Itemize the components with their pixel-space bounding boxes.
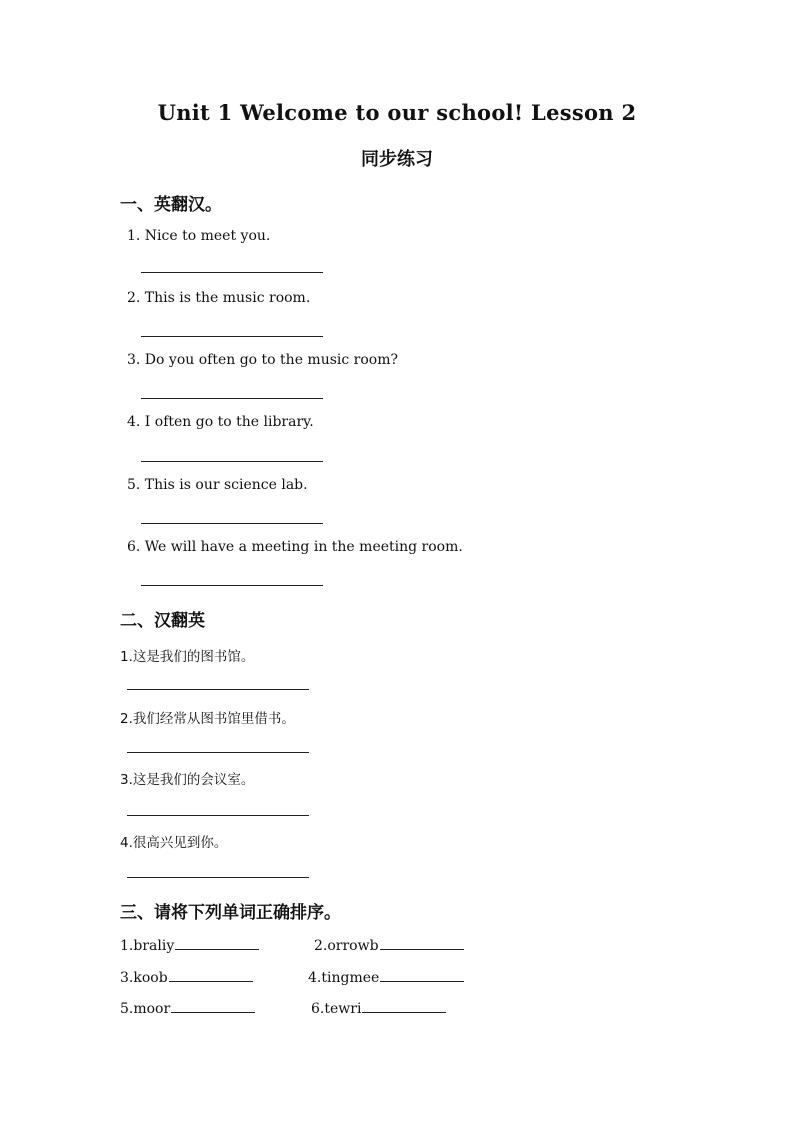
answer-line-1-6[interactable] xyxy=(141,585,323,586)
question-1-4: 4. I often go to the library. xyxy=(127,414,314,430)
scramble-item-5 xyxy=(120,998,255,1017)
scramble-word: 4.tingmee xyxy=(308,970,380,986)
answer-line-1-4[interactable] xyxy=(141,461,323,462)
answer-line-2-3[interactable] xyxy=(127,815,309,816)
scramble-blank[interactable] xyxy=(380,967,464,982)
answer-line-1-5[interactable] xyxy=(141,523,323,524)
scramble-item-2 xyxy=(314,935,464,954)
question-1-3: 3. Do you often go to the music room? xyxy=(127,352,399,368)
scramble-word: 3.koob xyxy=(120,970,168,986)
scramble-word: 6.tewri xyxy=(311,1001,362,1017)
scramble-blank[interactable] xyxy=(169,967,253,982)
question-2-1: 1.这是我们的图书馆。 xyxy=(120,649,255,665)
question-1-6: 6. We will have a meeting in the meeting room. xyxy=(127,539,463,555)
page-title: Unit 1 Welcome to our school! Lesson 2 xyxy=(157,100,637,125)
scramble-item-1 xyxy=(120,935,259,954)
section-heading-2: 二、汉翻英 xyxy=(120,611,205,631)
question-2-2: 2.我们经常从图书馆里借书。 xyxy=(120,711,295,727)
scramble-item-4 xyxy=(308,967,464,986)
scramble-item-6 xyxy=(311,998,446,1017)
scramble-blank[interactable] xyxy=(362,998,446,1013)
answer-line-1-1[interactable] xyxy=(141,272,323,273)
question-1-2: 2. This is the music room. xyxy=(127,290,311,306)
scramble-word: 2.orrowb xyxy=(314,938,379,954)
answer-line-2-2[interactable] xyxy=(127,752,309,753)
answer-line-1-3[interactable] xyxy=(141,398,323,399)
section-heading-3: 三、请将下列单词正确排序。 xyxy=(120,903,341,923)
question-2-4: 4.很高兴见到你。 xyxy=(120,835,228,851)
scramble-word: 5.moor xyxy=(120,1001,171,1017)
question-2-3: 3.这是我们的会议室。 xyxy=(120,772,255,788)
scramble-word: 1.braliy xyxy=(120,938,175,954)
answer-line-2-1[interactable] xyxy=(127,689,309,690)
question-1-5: 5. This is our science lab. xyxy=(127,477,308,493)
answer-line-1-2[interactable] xyxy=(141,336,323,337)
scramble-item-3 xyxy=(120,967,253,986)
scramble-blank[interactable] xyxy=(171,998,255,1013)
question-1-1: 1. Nice to meet you. xyxy=(127,228,271,244)
scramble-blank[interactable] xyxy=(175,935,259,950)
answer-line-2-4[interactable] xyxy=(127,877,309,878)
scramble-blank[interactable] xyxy=(380,935,464,950)
page-subtitle: 同步练习 xyxy=(361,149,433,170)
section-heading-1: 一、英翻汉。 xyxy=(120,195,222,215)
